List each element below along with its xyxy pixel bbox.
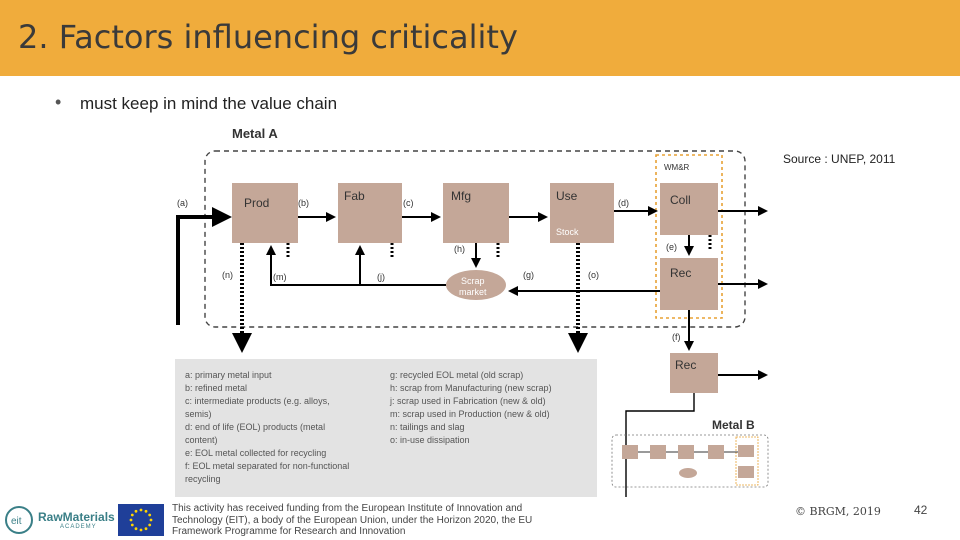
legend-left-line: d: end of life (EOL) products (metal bbox=[185, 422, 326, 432]
mfg-label: Mfg bbox=[451, 189, 472, 203]
page-number: 42 bbox=[914, 503, 928, 517]
flow-label-e: (e) bbox=[666, 242, 677, 252]
mini-scrap bbox=[679, 468, 697, 478]
legend-left-line: a: primary metal input bbox=[185, 370, 272, 380]
legend-right-line: n: tailings and slag bbox=[390, 422, 465, 432]
title-bar bbox=[0, 0, 960, 76]
legend-left-line: semis) bbox=[185, 409, 212, 419]
funding-line: Technology (EIT), a body of the European Union, under the Horizon 2020, the EU bbox=[172, 514, 533, 526]
flow-label-b: (b) bbox=[298, 198, 309, 208]
legend-right-line: g: recycled EOL metal (old scrap) bbox=[390, 370, 524, 380]
funding-line: Framework Programme for Research and Innovation bbox=[172, 526, 406, 537]
coll-label: Coll bbox=[670, 193, 691, 207]
legend-left-line: e: EOL metal collected for recycling bbox=[185, 448, 327, 458]
funding-line: This activity has received funding from the European Institute of Innovation and bbox=[172, 503, 523, 514]
flow-label-a: (a) bbox=[177, 198, 188, 208]
box-coll bbox=[660, 183, 718, 235]
slide-title: 2. Factors influencing criticality bbox=[18, 18, 518, 56]
wmr-label: WM&R bbox=[664, 163, 690, 172]
legend-right-line: o: in-use dissipation bbox=[390, 435, 470, 445]
flow-m-arrow bbox=[271, 247, 446, 285]
bullet-dot: • bbox=[55, 92, 62, 112]
flow-label-j: (j) bbox=[377, 272, 385, 282]
metal-b-mini-diagram bbox=[612, 435, 768, 487]
box-prod bbox=[232, 183, 298, 243]
rawmaterials-logo-sub: ACADEMY bbox=[60, 524, 97, 530]
use-label: Use bbox=[556, 189, 578, 203]
eit-logo bbox=[4, 505, 34, 535]
flow-label-o: (o) bbox=[588, 270, 599, 280]
mini-boundary bbox=[612, 435, 768, 487]
funding-notice bbox=[172, 503, 552, 538]
mini-box bbox=[622, 445, 638, 459]
fab-label: Fab bbox=[344, 189, 365, 203]
mini-box bbox=[708, 445, 724, 459]
legend-right-line: m: scrap used in Production (new & old) bbox=[390, 409, 550, 419]
flow-label-n: (n) bbox=[222, 270, 233, 280]
scrap-label-1: Scrap bbox=[461, 276, 485, 286]
copyright: © BRGM, 2019 bbox=[795, 505, 881, 518]
bullet-text: must keep in mind the value chain bbox=[80, 94, 338, 113]
mini-box bbox=[678, 445, 694, 459]
mini-box bbox=[650, 445, 666, 459]
metal-a-label: Metal A bbox=[232, 126, 278, 141]
source-note: Source : UNEP, 2011 bbox=[783, 152, 896, 166]
prod-label: Prod bbox=[244, 196, 270, 210]
legend-left-line: c: intermediate products (e.g. alloys, bbox=[185, 396, 330, 406]
legend-left-line: b: refined metal bbox=[185, 383, 248, 393]
metal-b-label: Metal B bbox=[712, 418, 755, 432]
legend-left-line: content) bbox=[185, 435, 218, 445]
legend-left-line: f: EOL metal separated for non-functional bbox=[185, 461, 350, 471]
rec-b-label: Rec bbox=[675, 358, 697, 372]
legend-right-line: j: scrap used in Fabrication (new & old) bbox=[390, 396, 546, 406]
legend-left-line: recycling bbox=[185, 474, 221, 484]
eit-logo-text: eit bbox=[11, 516, 22, 527]
value-chain-diagram bbox=[170, 125, 780, 500]
flow-label-c: (c) bbox=[403, 198, 414, 208]
eu-flag-icon bbox=[118, 504, 164, 536]
rawmaterials-logo-text: RawMaterials bbox=[38, 510, 115, 524]
legend-right-line: h: scrap from Manufacturing (new scrap) bbox=[390, 383, 552, 393]
flow-label-h: (h) bbox=[454, 244, 465, 254]
flow-label-g: (g) bbox=[523, 270, 534, 280]
mini-box bbox=[738, 445, 754, 457]
rec-label: Rec bbox=[670, 266, 692, 280]
flow-a-arrow bbox=[178, 217, 228, 325]
stock-label: Stock bbox=[556, 227, 579, 237]
flow-label-f: (f) bbox=[672, 332, 681, 342]
scrap-label-2: market bbox=[459, 287, 487, 297]
flow-label-m: (m) bbox=[273, 272, 287, 282]
mini-box bbox=[738, 466, 754, 478]
flow-label-d: (d) bbox=[618, 198, 629, 208]
